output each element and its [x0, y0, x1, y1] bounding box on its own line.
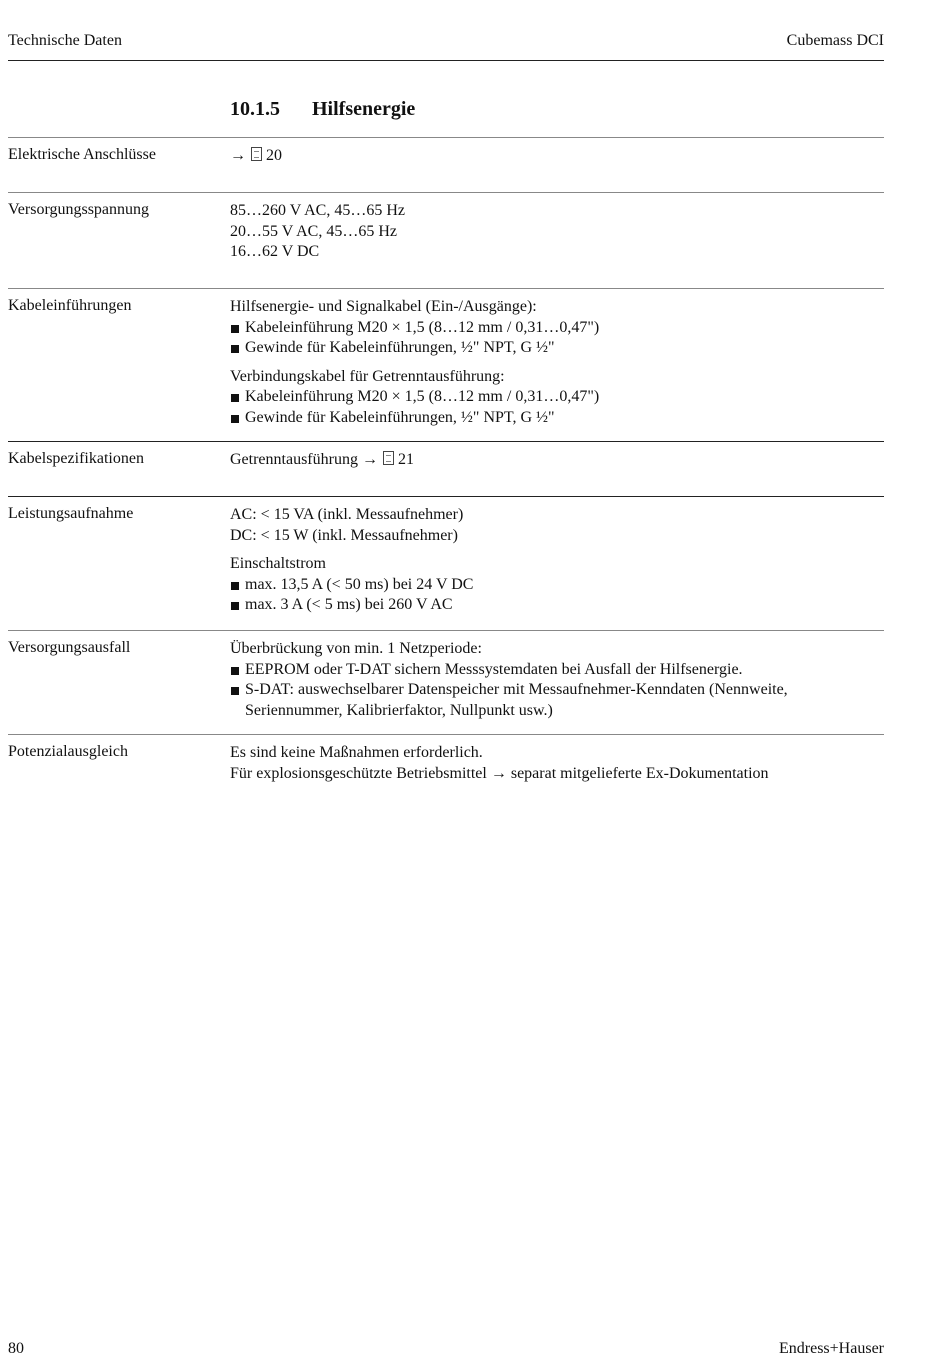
page-reference[interactable]: 21	[397, 451, 414, 468]
row-label: Potenzialausgleich	[8, 743, 128, 760]
group-heading: Überbrückung von min. 1 Netzperiode:	[230, 640, 482, 657]
row-content	[230, 201, 884, 263]
power-line: AC: < 15 VA (inkl. Messaufnehmer)	[230, 506, 464, 523]
row-label: Elektrische Anschlüsse	[8, 146, 156, 163]
list-item: Gewinde für Kabeleinführungen, ½" NPT, G ½"	[230, 408, 884, 429]
row-content	[230, 146, 884, 167]
header-rule	[8, 60, 884, 61]
group-heading: Einschaltstrom	[230, 555, 326, 572]
list-item: max. 13,5 A (< 50 ms) bei 24 V DC	[230, 575, 884, 596]
section-heading: Hilfsenergie	[312, 98, 416, 120]
list-item: Gewinde für Kabeleinführungen, ½" NPT, G ½"	[230, 338, 884, 359]
info-text: Für explosionsgeschützte Betriebsmittel	[230, 764, 487, 782]
arrow-icon: →	[490, 764, 507, 782]
row-label: Kabelspezifikationen	[8, 450, 144, 467]
row-label: Leistungsaufnahme	[8, 505, 134, 522]
row-label: Versorgungsspannung	[8, 201, 150, 218]
list-item: S-DAT: auswechselbarer Datenspeicher mit Messaufnehmer-Kenndaten (Nennweite,	[230, 680, 884, 701]
group-heading: Verbindungskabel für Getrenntausführung:	[230, 367, 505, 385]
power-line: DC: < 15 W (inkl. Messaufnehmer)	[230, 526, 458, 544]
row-label: Kabeleinführungen	[8, 297, 132, 314]
header-product: Cubemass DCI	[786, 32, 884, 49]
page-reference-icon	[383, 451, 394, 465]
section-title	[230, 98, 415, 121]
page-footer	[8, 1340, 884, 1362]
brand-name: Endress+Hauser	[779, 1340, 884, 1357]
list-item: EEPROM oder T-DAT sichern Messsystemdaten bei Ausfall der Hilfsenergie.	[230, 660, 884, 681]
page-reference-icon	[251, 147, 262, 161]
row-content	[230, 505, 884, 616]
list-item: max. 3 A (< 5 ms) bei 260 V AC	[230, 595, 884, 616]
arrow-icon: →	[230, 147, 246, 164]
reference-text: Getrenntausführung	[230, 451, 358, 468]
list-item-continuation: Seriennummer, Kalibrierfaktor, Nullpunkt usw.)	[245, 701, 553, 719]
list-item: Kabeleinführung M20 × 1,5 (8…12 mm / 0,31…0,47")	[230, 318, 884, 339]
page-header	[8, 32, 884, 54]
group-heading: Hilfsenergie- und Signalkabel (Ein-/Ausgänge):	[230, 298, 537, 315]
info-text: separat mitgelieferte Ex-Dokumentation	[510, 764, 769, 782]
row-content	[230, 450, 884, 471]
row-label: Versorgungsausfall	[8, 639, 131, 656]
list-item: Kabeleinführung M20 × 1,5 (8…12 mm / 0,31…0,47")	[230, 387, 884, 408]
row-content	[230, 297, 884, 428]
row-divider	[8, 137, 884, 138]
page-number: 80	[8, 1340, 24, 1357]
row-divider	[8, 630, 884, 631]
row-divider	[8, 496, 884, 497]
row-divider	[8, 441, 884, 442]
arrow-icon: →	[361, 451, 378, 468]
row-divider	[8, 288, 884, 289]
row-content	[230, 743, 884, 784]
page-reference[interactable]: 20	[266, 147, 282, 164]
voltage-line: 85…260 V AC, 45…65 Hz	[230, 202, 405, 219]
row-content	[230, 639, 884, 721]
row-divider	[8, 192, 884, 193]
section-number: 10.1.5	[230, 98, 280, 120]
header-chapter: Technische Daten	[8, 32, 122, 49]
voltage-line: 20…55 V AC, 45…65 Hz	[230, 222, 397, 240]
row-divider	[8, 734, 884, 735]
voltage-line: 16…62 V DC	[230, 243, 320, 260]
info-line: Es sind keine Maßnahmen erforderlich.	[230, 744, 483, 761]
